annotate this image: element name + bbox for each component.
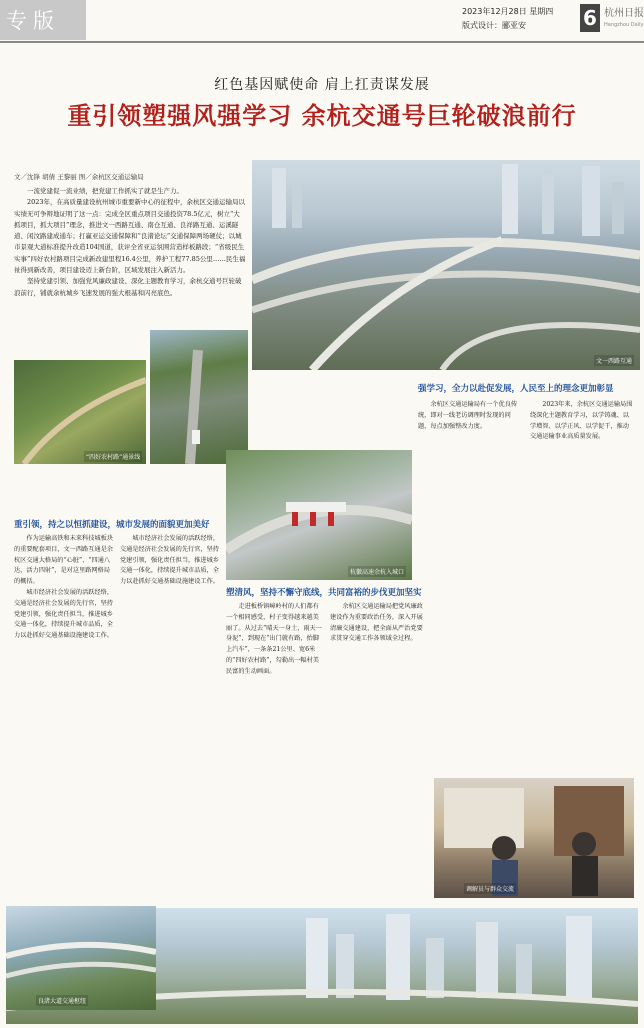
issue-date: 2023年12月28日 星期四 [462, 7, 554, 16]
page-number: 6 [580, 4, 600, 32]
section-paragraph: 余杭区交通运输局把党风廉政建设作为重要政治任务，深入开展清廉交通建设，把全面从严治党要求贯穿交通工作各领域全过程。 [330, 603, 423, 643]
office-illustration [434, 778, 634, 898]
article-kicker: 红色基因赋使命 肩上扛责谋发展 [214, 77, 430, 93]
section-title-1: 重引领，持之以恒抓建设，城市发展的面貌更加美好 [14, 520, 210, 530]
lead-paragraph: 一流党建促一流业绩，把党建工作抓实了就是生产力。 [27, 187, 183, 195]
section-paragraph: 城市经济社会发展的活跃经络，交通是经济社会发展的先行官，坚持党建引领，强化责任担当，推进城乡交通一体化，持续提升城市品质，全力以赴抓好交通基础设施建设工作。 [120, 535, 220, 586]
photo-caption: 调解员与群众交流 [464, 883, 516, 894]
section-2-column-1 [226, 602, 324, 902]
toll-gate-illustration [226, 450, 412, 580]
photo-toll-gate [226, 450, 412, 580]
section-paragraph: 城市经济社会发展的活跃经络，交通是经济社会发展的先行官，坚持党建引领，强化责任担当，推进城乡交通一体化，持续提升城市品质，全力以赴抓好交通基础设施建设工作。 [14, 588, 114, 640]
section-title-3: 强学习，全力以赴促发展，人民至上的理念更加彰显 [418, 384, 614, 394]
photo-caption: “四好农村路”通景线 [84, 451, 142, 462]
lead-paragraph: 2023年，在高质量建设杭州城市重要新中心的征程中，余杭区交通运输局以实绩无可争辩地证明了这一点：完成全区重点项目交通投资78.5亿元，树立“大抓项目，抓大项目”理念，推进文一西路互通、南仓互通、良祥路互通、运溪隧道、闲汶路建成通车；打赢亚运交通保障和“良渚论坛”交通保障两场硬仗；以城市景观大道标准提升改造104国道，获评全省亚运氛围营造样板路段；“省级民生实事”四好农村路项目完成新改建里程16.4公里，养护工程77.85公里……民生福祉得到新改善，项目建设迈上新台阶，区域发展注入新活力。 [14, 198, 246, 275]
photo-office [434, 778, 634, 898]
section-title-2: 塑清风，坚持不懈守底线，共同富裕的步伐更加坚实 [226, 588, 422, 598]
mountain-road-illustration [150, 330, 248, 464]
photo-bridge [6, 906, 156, 1010]
photo-caption: 杭徽高速余杭入城口 [348, 566, 406, 577]
section-2-column-2 [330, 602, 428, 902]
photo-caption: 良渚大道交通枢纽 [36, 995, 88, 1006]
section-3-column-2 [530, 400, 634, 770]
header-divider [0, 41, 644, 43]
photo-mountain-road [150, 330, 248, 464]
section-1-column-2 [120, 534, 220, 894]
section-paragraph: 余杭区交通运输局有一个优良传统，即对一线老访调理时发现的问题，每点加强整改力度。 [418, 401, 518, 430]
interchange-illustration [252, 160, 640, 370]
section-paragraph: 作为运输高铁和未来科技城板块的重要配套项目，文一西路互通是余杭区交通大格局的“心脏”、“四通八达，活力四射”，是对这里路网格局的概括。 [14, 535, 114, 586]
rural-road-illustration [14, 360, 146, 464]
newspaper-name-en: Hangzhou Daily [604, 22, 644, 28]
article-byline: 文／沈锋 胡倩 王黎丽 图／余杭区交通运输局 [14, 173, 144, 181]
newspaper-name: 杭州日报 [604, 8, 644, 19]
lead-paragraph: 坚持党建引领、加强党风廉政建设、深化主题教育学习，余杭交通号巨轮破浪前行，铺就余杭城乡飞速发展的强大根基和闪亮底色。 [14, 277, 242, 297]
section-3-column-1 [418, 400, 522, 770]
photo-caption: 文一西路互通 [594, 355, 634, 366]
article-headline: 重引领塑强风强学习 余杭交通号巨轮破浪前行 [67, 102, 577, 130]
section-paragraph: 2023年来，余杭区交通运输局围绕深化主题教育学习，以学铸魂、以学增智、以学正风、以学促干，推动交通运输事业高质量发展。 [530, 401, 633, 441]
section-paragraph: 走进板桥镇嶂岭村的人们都有一个相同感受，村子变得越来越美丽了。从过去“晴天一身土，雨天一身泥”，到现在“出门就有路，抬脚上汽车”，一条条21公里、宽6米的“四好农村路”，勾勒出一幅村美民富的生动画面。 [226, 603, 322, 675]
section-label: 专版 [6, 9, 60, 33]
section-1-column-1 [14, 534, 114, 894]
layout-editor: 版式设计：郦亚安 [462, 21, 526, 30]
photo-rural-road [14, 360, 146, 464]
photo-interchange [252, 160, 640, 370]
article-lead [14, 186, 246, 299]
page-header [0, 0, 644, 44]
